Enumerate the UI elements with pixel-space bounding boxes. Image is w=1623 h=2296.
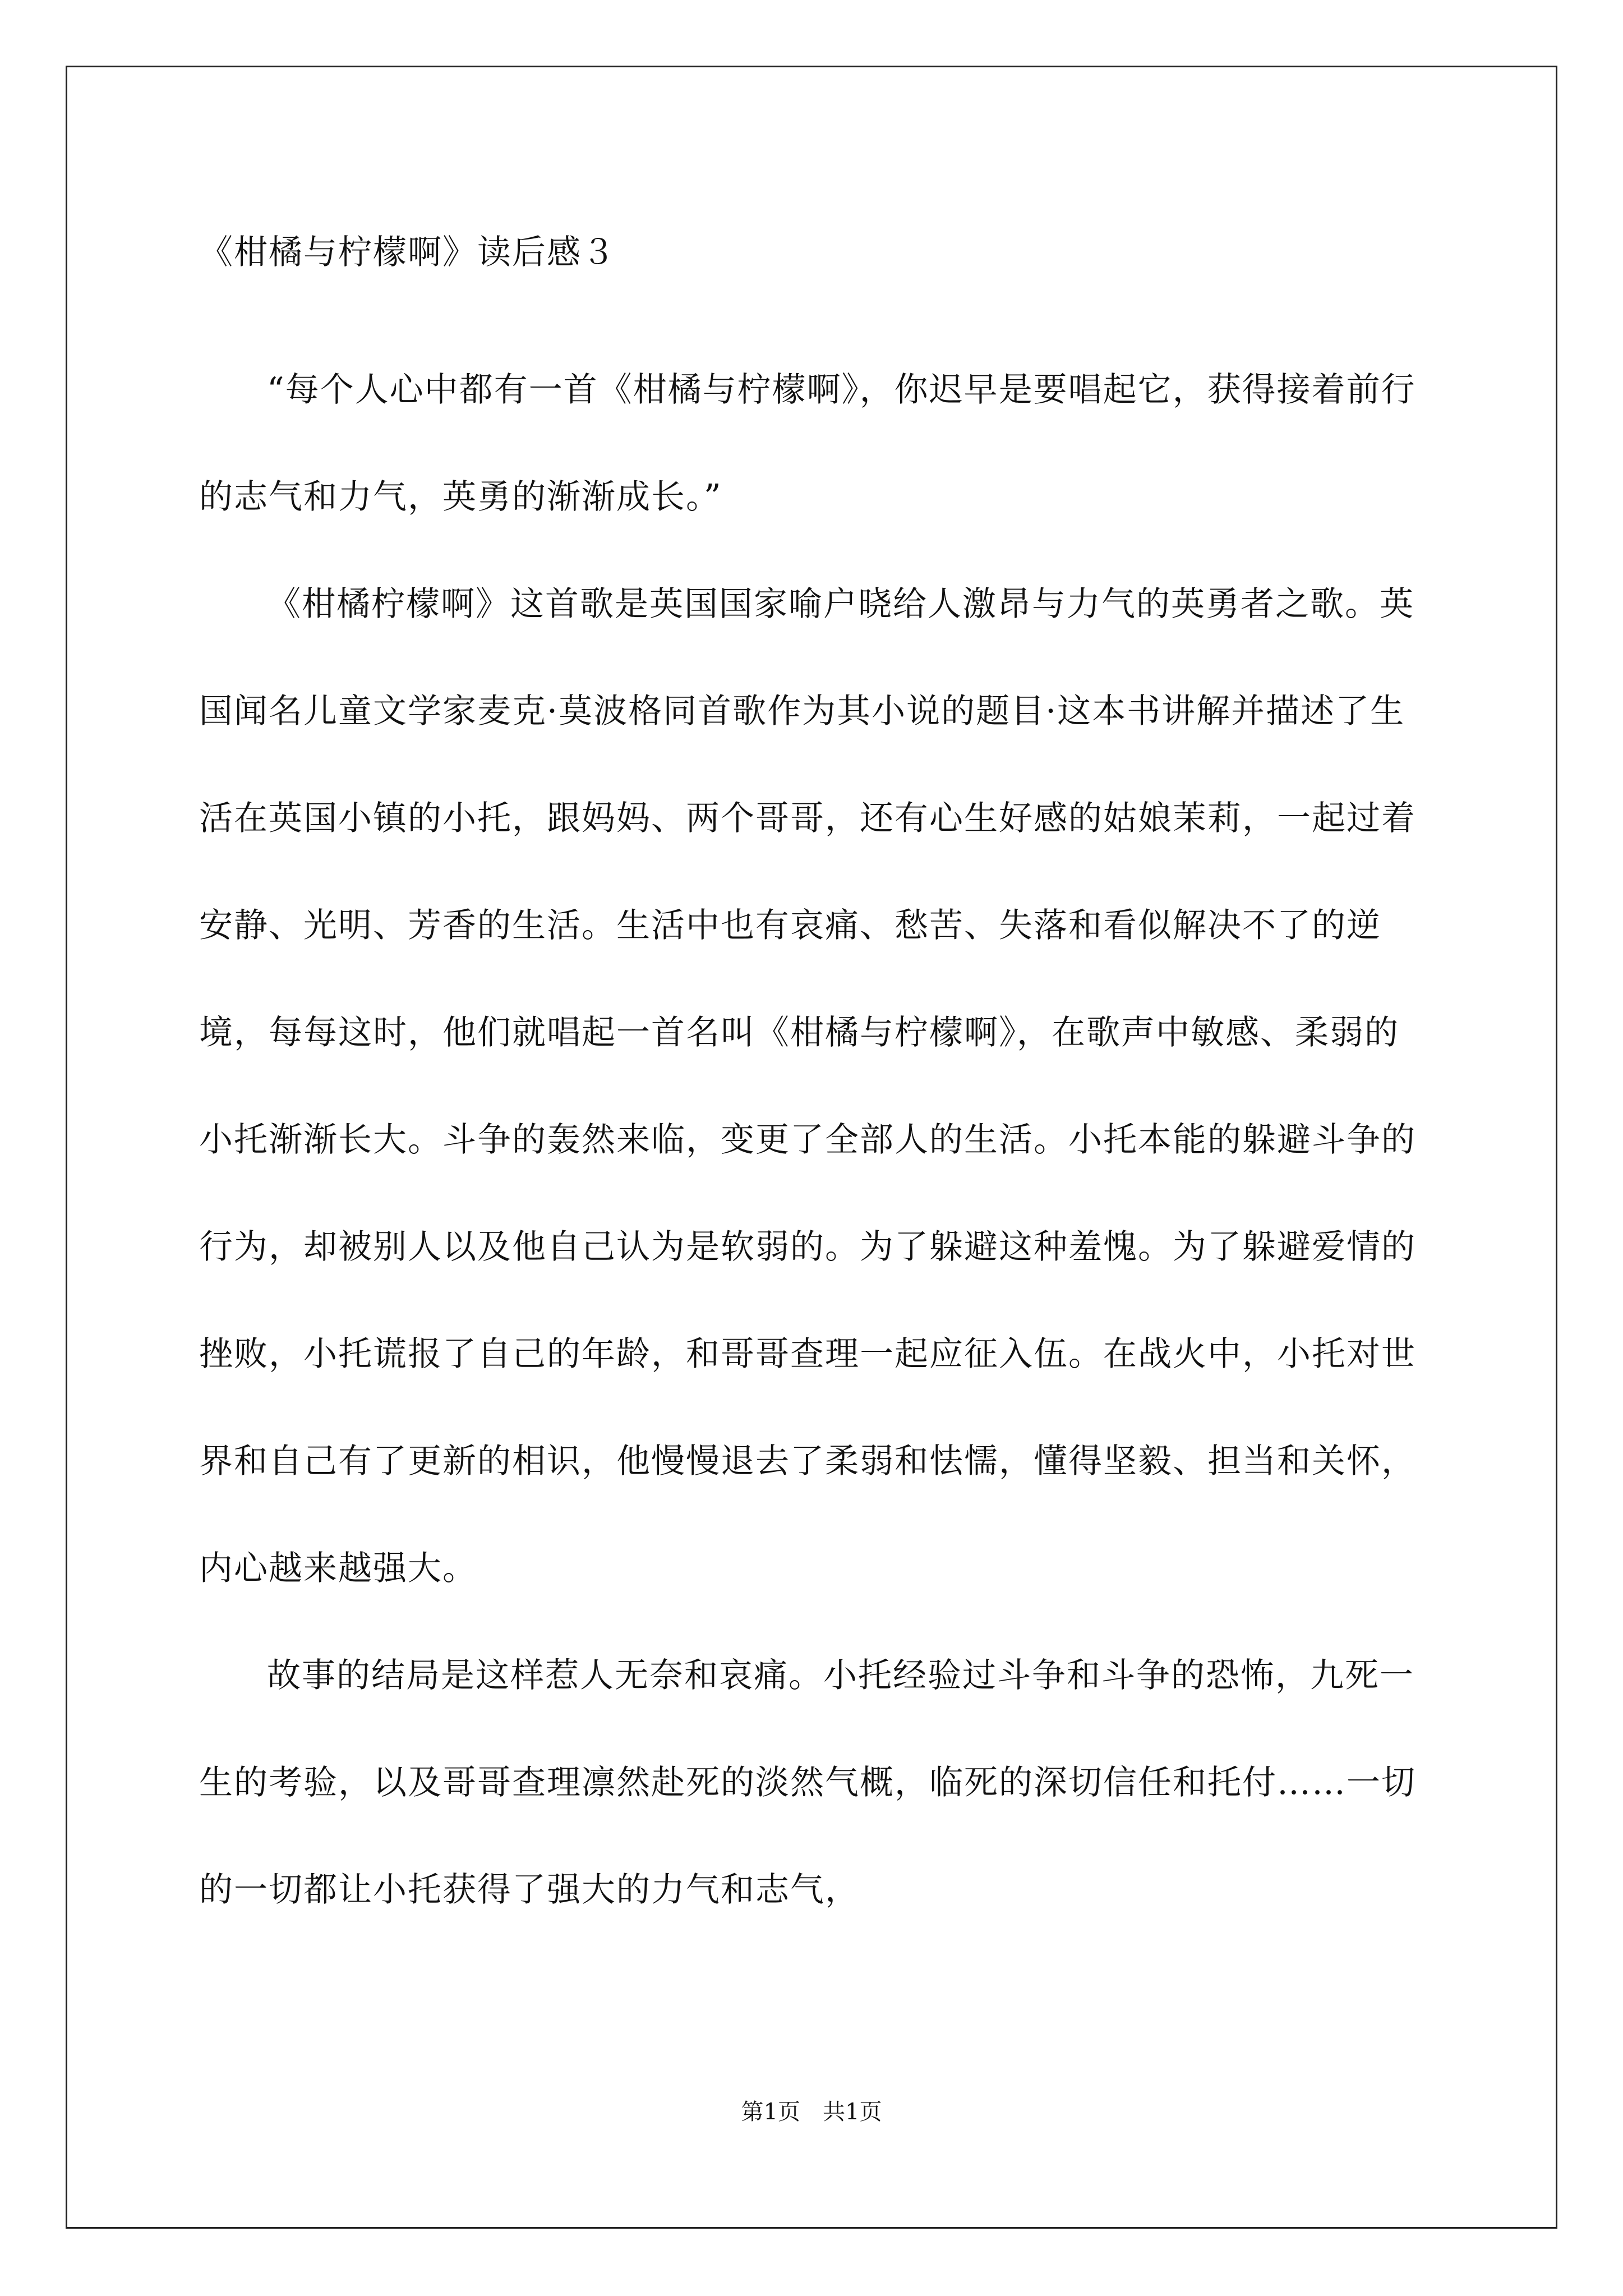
paragraph-ending: 故事的结局是这样惹人无奈和哀痛。小托经验过斗争和斗争的恐怖，九死一生的考验，以及哥哥查理凛然赴死的淡然气概，临死的深切信任和托付……一切的一切都让小托获得了强大的力气和志气， xyxy=(199,1656,1416,1910)
paragraph-quote: “每个人心中都有一首《柑橘与柠檬啊》，你迟早是要唱起它，获得接着前行的志气和力气，英勇的渐渐成长。” xyxy=(199,370,1416,517)
page-number-footer: 第1页 共1页 xyxy=(741,2099,882,2125)
paragraph-summary: 《柑橘柠檬啊》这首歌是英国国家喻户晓给人激昂与力气的英勇者之歌。英国闻名儿童文学家麦克·莫波格同首歌作为其小说的题目·这本书讲解并描述了生活在英国小镇的小托，跟妈妈、两个哥哥，还有心生好感的姑娘茉莉，一起过着安静、光明、芳香的生活。生活中也有哀痛、愁苦、失落和看似解决不了的逆境，每每这时，他们就唱起一首名叫《柑橘与柠檬啊》，在歌声中敏感、柔弱的小托渐渐长大。斗争的轰然来临，变更了全部人的生活。小托本能的躲避斗争的行为，却被别人以及他自己认为是软弱的。为了躲避这种羞愧。为了躲避爱情的挫败，小托谎报了自己的年龄，和哥哥查理一起应征入伍。在战火中，小托对世界和自己有了更新的相识，他慢慢退去了柔弱和怯懦，懂得坚毅、担当和关怀，内心越来越强大。 xyxy=(199,585,1416,1588)
document-body xyxy=(199,213,1424,1944)
document-title: 《柑橘与柠檬啊》读后感３ xyxy=(199,233,616,272)
